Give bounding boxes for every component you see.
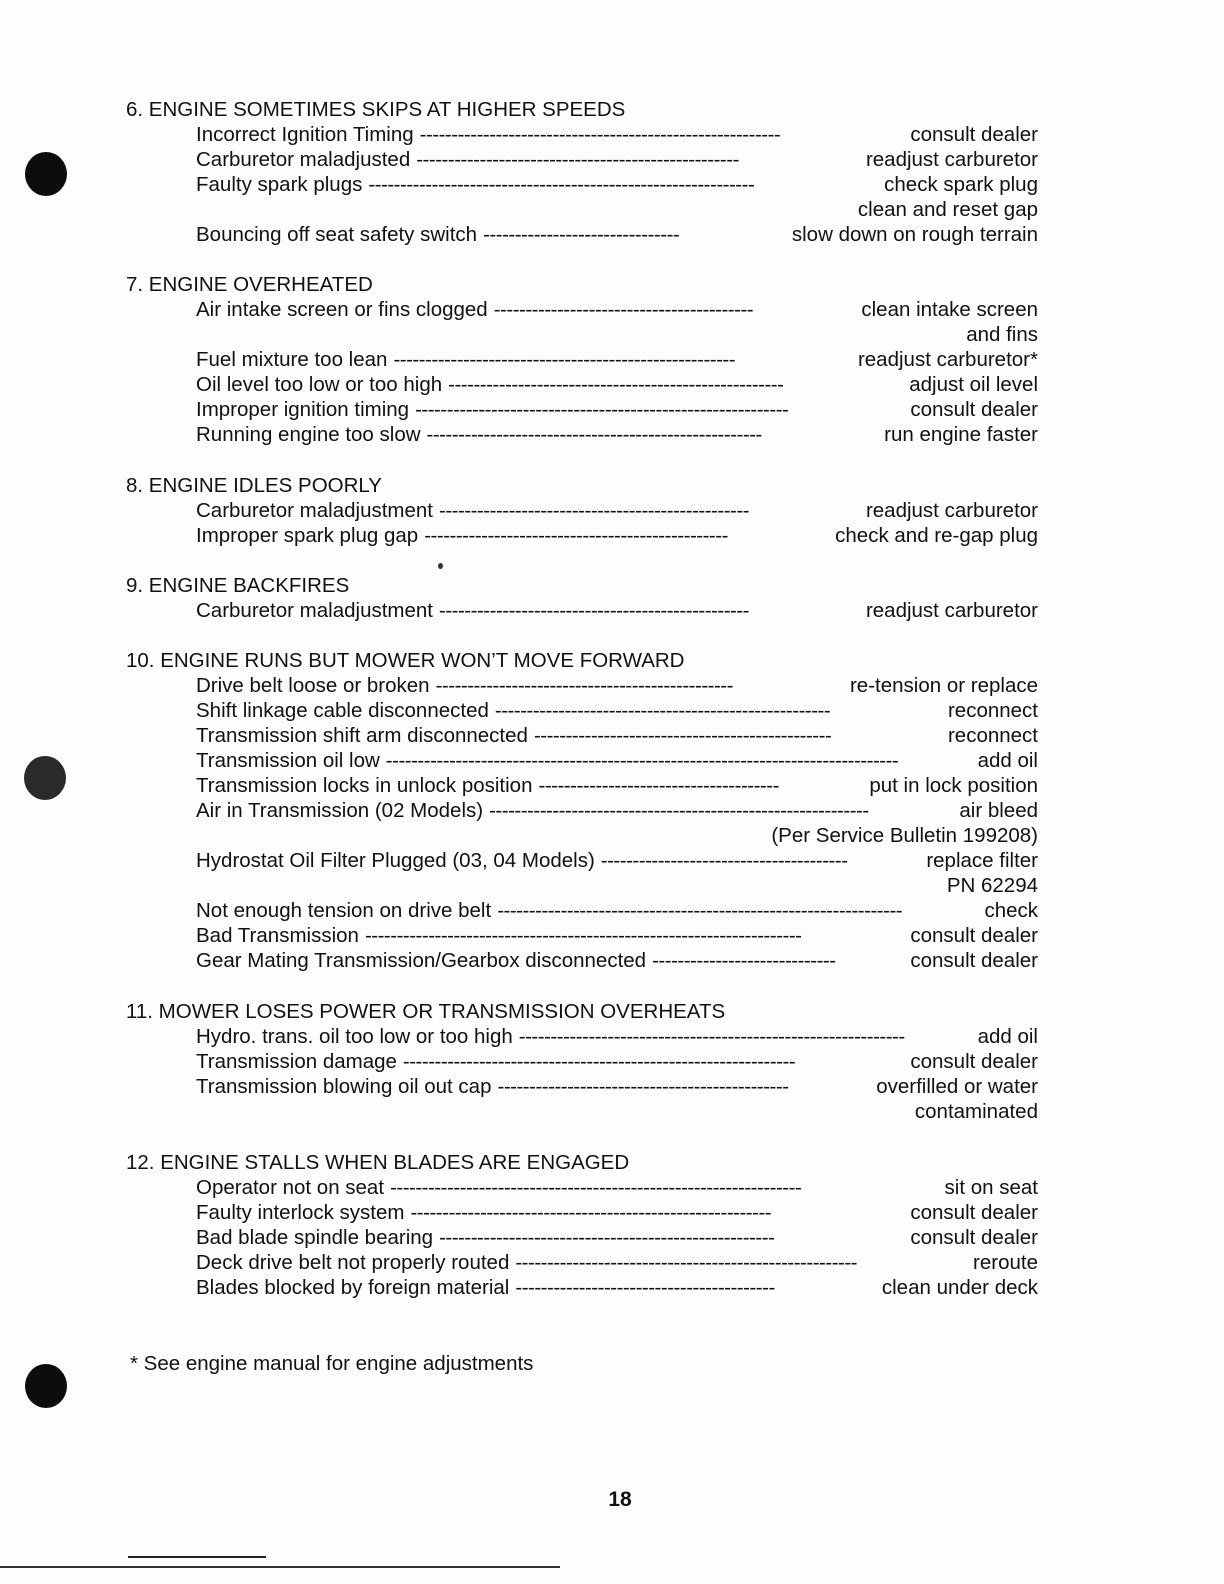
remedy-text: clean under deck bbox=[881, 1276, 1038, 1299]
cause-text: Not enough tension on drive belt bbox=[196, 899, 492, 922]
remedy-text: check and re-gap plug bbox=[835, 524, 1038, 547]
binder-hole bbox=[24, 756, 66, 800]
problem-cause-row bbox=[196, 923, 801, 948]
cause-text: Improper ignition timing bbox=[196, 398, 410, 421]
cause-text: Shift linkage cable disconnected bbox=[196, 699, 489, 722]
remedy-text: overfilled or water bbox=[876, 1075, 1038, 1098]
cause-text: Drive belt loose or broken bbox=[196, 674, 430, 697]
cause-text: Fuel mixture too lean bbox=[196, 348, 388, 371]
remedy-text: put in lock position bbox=[869, 774, 1038, 797]
footer-rule bbox=[128, 1556, 266, 1558]
remedy-text: replace filter bbox=[926, 849, 1038, 872]
leader-dashes: --------------------------------------- bbox=[600, 849, 848, 872]
remedy-text: adjust oil level bbox=[909, 373, 1038, 396]
leader-dashes: ----------------------------------------------------------------- bbox=[390, 1176, 802, 1199]
remedy-text: check spark plug bbox=[884, 173, 1038, 196]
cause-text: Bad Transmission bbox=[196, 924, 359, 947]
problem-cause-row bbox=[196, 523, 728, 548]
cause-text: Blades blocked by foreign material bbox=[196, 1276, 510, 1299]
remedy-text: readjust carburetor bbox=[865, 148, 1038, 171]
footnote: * See engine manual for engine adjustments bbox=[130, 1352, 534, 1375]
cause-text: Air in Transmission (02 Models) bbox=[196, 799, 484, 822]
leader-dashes: ------------------------------------------------- bbox=[439, 499, 750, 522]
leader-dashes: ----------------------------------------------------- bbox=[426, 423, 762, 446]
problem-cause-row bbox=[196, 748, 898, 773]
remedy-text: readjust carburetor bbox=[865, 499, 1038, 522]
cause-text: Carburetor maladjustment bbox=[196, 499, 433, 522]
leader-dashes: ----------------------------------------- bbox=[493, 298, 754, 321]
remedy-text: check bbox=[984, 899, 1038, 922]
cause-text: Running engine too slow bbox=[196, 423, 421, 446]
problem-cause-row bbox=[196, 1250, 857, 1275]
problem-cause-row bbox=[196, 1175, 801, 1200]
leader-dashes: --------------------------------------------------------------------- bbox=[364, 924, 802, 947]
leader-dashes: ------------------------------------------------------------- bbox=[368, 173, 755, 196]
leader-dashes: ----------------------------- bbox=[652, 949, 836, 972]
remedy-text: reroute bbox=[973, 1251, 1038, 1274]
cause-text: Carburetor maladjustment bbox=[196, 599, 433, 622]
leader-dashes: -------------------------------------------------------------- bbox=[402, 1050, 796, 1073]
section-heading: 8. ENGINE IDLES POORLY bbox=[126, 474, 382, 497]
leader-dashes: --------------------------------------------------------------------------------- bbox=[385, 749, 899, 772]
problem-cause-row bbox=[196, 1049, 795, 1074]
remedy-text: readjust carburetor* bbox=[857, 348, 1038, 371]
cause-text: Gear Mating Transmission/Gearbox disconnected bbox=[196, 949, 647, 972]
remedy-text: slow down on rough terrain bbox=[791, 223, 1038, 246]
leader-dashes: -------------------------------------- bbox=[538, 774, 779, 797]
problem-cause-row bbox=[196, 347, 735, 372]
section-heading: 11. MOWER LOSES POWER OR TRANSMISSION OVERHEATS bbox=[126, 1000, 726, 1023]
problem-cause-row bbox=[196, 1200, 771, 1225]
section-heading: 10. ENGINE RUNS BUT MOWER WON’T MOVE FORWARD bbox=[126, 649, 685, 672]
cause-text: Hydrostat Oil Filter Plugged (03, 04 Models) bbox=[196, 849, 595, 872]
footer-rule bbox=[0, 1566, 560, 1568]
remedy-text: reconnect bbox=[947, 724, 1038, 747]
problem-cause-row bbox=[196, 798, 869, 823]
problem-cause-row bbox=[196, 773, 779, 798]
remedy-text: consult dealer bbox=[910, 1050, 1038, 1073]
binder-hole bbox=[25, 1364, 67, 1408]
remedy-text: sit on seat bbox=[944, 1176, 1038, 1199]
problem-cause-row bbox=[196, 948, 836, 973]
problem-cause-row bbox=[196, 1225, 774, 1250]
binder-hole bbox=[25, 152, 67, 196]
cause-text: Transmission locks in unlock position bbox=[196, 774, 533, 797]
leader-dashes: ---------------------------------------------- bbox=[497, 1075, 789, 1098]
section-heading: 12. ENGINE STALLS WHEN BLADES ARE ENGAGED bbox=[126, 1151, 630, 1174]
problem-cause-row bbox=[196, 147, 739, 172]
leader-dashes: ----------------------------------------------- bbox=[533, 724, 832, 747]
cause-text: Carburetor maladjusted bbox=[196, 148, 411, 171]
remedy-text: clean and reset gap bbox=[857, 198, 1038, 221]
remedy-text: consult dealer bbox=[910, 949, 1038, 972]
leader-dashes: ----------------------------------------------------------- bbox=[415, 398, 789, 421]
problem-cause-row bbox=[196, 222, 679, 247]
cause-text: Transmission shift arm disconnected bbox=[196, 724, 528, 747]
problem-cause-row bbox=[196, 397, 788, 422]
leader-dashes: ------------------------------------------------------ bbox=[393, 348, 736, 371]
remedy-text: and fins bbox=[966, 323, 1038, 346]
remedy-text: consult dealer bbox=[910, 1226, 1038, 1249]
cause-text: Faulty spark plugs bbox=[196, 173, 363, 196]
leader-dashes: --------------------------------------------------------- bbox=[419, 123, 781, 146]
problem-cause-row bbox=[196, 698, 830, 723]
section-heading: 7. ENGINE OVERHEATED bbox=[126, 273, 373, 296]
section-heading: 6. ENGINE SOMETIMES SKIPS AT HIGHER SPEEDS bbox=[126, 98, 626, 121]
remedy-text: air bleed bbox=[959, 799, 1038, 822]
remedy-text: reconnect bbox=[947, 699, 1038, 722]
remedy-text: clean intake screen bbox=[861, 298, 1038, 321]
cause-text: Faulty interlock system bbox=[196, 1201, 405, 1224]
problem-cause-row bbox=[196, 372, 783, 397]
leader-dashes: ----------------------------------------------------- bbox=[448, 373, 784, 396]
problem-cause-row bbox=[196, 598, 749, 623]
cause-text: Bad blade spindle bearing bbox=[196, 1226, 434, 1249]
remedy-text: consult dealer bbox=[910, 924, 1038, 947]
remedy-text: PN 62294 bbox=[946, 874, 1038, 897]
cause-text: Improper spark plug gap bbox=[196, 524, 419, 547]
cause-text: Hydro. trans. oil too low or too high bbox=[196, 1025, 513, 1048]
cause-text: Bouncing off seat safety switch bbox=[196, 223, 478, 246]
leader-dashes: --------------------------------------------------- bbox=[416, 148, 739, 171]
problem-cause-row bbox=[196, 498, 749, 523]
problem-cause-row bbox=[196, 898, 902, 923]
leader-dashes: ----------------------------------------- bbox=[515, 1276, 775, 1299]
leader-dashes: ------------------------------------------------ bbox=[424, 524, 728, 547]
cause-text: Oil level too low or too high bbox=[196, 373, 443, 396]
remedy-text: consult dealer bbox=[910, 1201, 1038, 1224]
scan-speck bbox=[438, 563, 443, 569]
leader-dashes: ------------------------------------------------- bbox=[439, 599, 750, 622]
problem-cause-row bbox=[196, 172, 754, 197]
cause-text: Deck drive belt not properly routed bbox=[196, 1251, 510, 1274]
leader-dashes: ------------------------------- bbox=[483, 223, 680, 246]
leader-dashes: ----------------------------------------------------- bbox=[439, 1226, 775, 1249]
leader-dashes: ------------------------------------------------------------- bbox=[518, 1025, 905, 1048]
cause-text: Transmission oil low bbox=[196, 749, 380, 772]
leader-dashes: ------------------------------------------------------------ bbox=[489, 799, 869, 822]
remedy-text: readjust carburetor bbox=[865, 599, 1038, 622]
cause-text: Operator not on seat bbox=[196, 1176, 385, 1199]
leader-dashes: ----------------------------------------------- bbox=[435, 674, 733, 697]
remedy-text: contaminated bbox=[914, 1100, 1038, 1123]
problem-cause-row bbox=[196, 422, 762, 447]
section-heading: 9. ENGINE BACKFIRES bbox=[126, 574, 350, 597]
problem-cause-row bbox=[196, 1024, 905, 1049]
problem-cause-row bbox=[196, 848, 848, 873]
problem-cause-row bbox=[196, 122, 780, 147]
page-number: 18 bbox=[608, 1488, 632, 1511]
remedy-text: consult dealer bbox=[910, 398, 1038, 421]
cause-text: Transmission damage bbox=[196, 1050, 397, 1073]
remedy-text: add oil bbox=[977, 1025, 1038, 1048]
remedy-text: consult dealer bbox=[910, 123, 1038, 146]
remedy-text: add oil bbox=[977, 749, 1038, 772]
leader-dashes: ------------------------------------------------------ bbox=[515, 1251, 857, 1274]
problem-cause-row bbox=[196, 1074, 789, 1099]
problem-cause-row bbox=[196, 673, 733, 698]
cause-text: Incorrect Ignition Timing bbox=[196, 123, 414, 146]
remedy-text: (Per Service Bulletin 199208) bbox=[771, 824, 1038, 847]
remedy-text: re-tension or replace bbox=[849, 674, 1038, 697]
cause-text: Air intake screen or fins clogged bbox=[196, 298, 488, 321]
problem-cause-row bbox=[196, 297, 753, 322]
problem-cause-row bbox=[196, 723, 831, 748]
leader-dashes: --------------------------------------------------------- bbox=[410, 1201, 772, 1224]
problem-cause-row bbox=[196, 1275, 775, 1300]
remedy-text: run engine faster bbox=[884, 423, 1038, 446]
leader-dashes: ---------------------------------------------------------------- bbox=[497, 899, 903, 922]
leader-dashes: ----------------------------------------------------- bbox=[494, 699, 831, 722]
cause-text: Transmission blowing oil out cap bbox=[196, 1075, 492, 1098]
